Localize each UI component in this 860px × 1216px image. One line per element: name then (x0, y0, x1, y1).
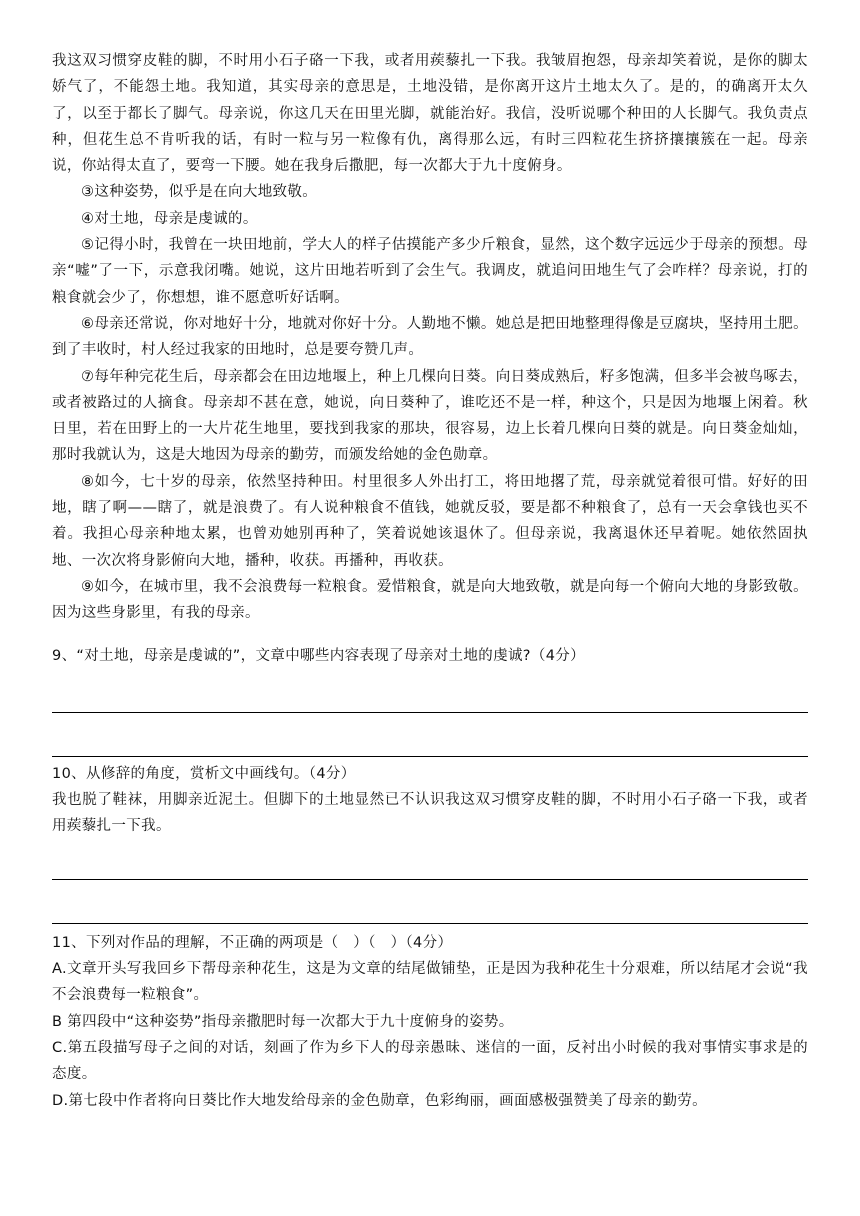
question-11-option-b: B 第四段中“这种姿势”指母亲撒肥时每一次都大于九十度俯身的姿势。 (52, 1013, 514, 1030)
question-11-title: 11、下列对作品的理解，不正确的两项是（ ）（ ）（4分） (52, 934, 453, 951)
question-11-option-a: A.文章开头写我回乡下帮母亲种花生，这是为文章的结尾做铺垫，正是因为我种花生十分艰难，所以结尾才会说“我不会浪费每一粒粮食”。 (52, 961, 808, 1004)
passage-paragraph-3: ③这种姿势，似乎是在向大地致敬。 (81, 184, 318, 201)
question-10-title: 10、从修辞的角度，赏析文中画线句。（4分） (52, 765, 356, 782)
question-9: 9、“对土地，母亲是虔诚的”，文章中哪些内容表现了母亲对土地的虔诚?（4分） (52, 647, 585, 664)
exam-page (52, 48, 808, 1114)
passage-paragraph-5: ⑤记得小时，我曾在一块田地前，学大人的样子估摸能产多少斤粮食，显然，这个数字远远少于母亲的预想。母亲“嘘”了一下，示意我闭嘴。她说，这片田地若听到了会生气。我调皮，就追问田地生气了会咋样？母亲说，打的粮食就会少了，你想想，谁不愿意听好话啊。 (52, 237, 808, 306)
passage-paragraph-6: ⑥母亲还常说，你对地好十分，地就对你好十分。人勤地不懒。她总是把田地整理得像是豆腐块，坚持用土肥。到了丰收时，村人经过我家的田地时，总是要夸赞几声。 (52, 315, 808, 359)
passage-paragraph-continued: 我这双习惯穿皮鞋的脚，不时用小石子硌一下我，或者用蒺藜扎一下我。我皱眉抱怨，母亲却笑着说，是你的脚太娇气了，不能怨土地。我知道，其实母亲的意思是，土地没错，是你离开这片土地太久了。是的，的确离开太久了，以至于都长了脚气。母亲说，你这几天在田里光脚，就能治好。我信，没听说哪个种田的人长脚气。我负责点种，但花生总不肯听我的话，有时一粒与另一粒像有仇，离得那么远，有时三四粒花生挤挤攘攘簇在一起。母亲说，你站得太直了，要弯一下腰。她在我身后撒肥，每一次都大于九十度俯身。 (52, 53, 808, 175)
passage-paragraph-9: ⑨如今，在城市里，我不会浪费每一粒粮食。爱惜粮食，就是向大地致敬，就是向每一个俯向大地的身影致敬。因为这些身影里，有我的母亲。 (52, 578, 808, 622)
passage-paragraph-7: ⑦每年种完花生后，母亲都会在田边地堰上，种上几棵向日葵。向日葵成熟后，籽多饱满，但多半会被鸟啄去，或者被路过的人摘食。母亲却不甚在意，她说，向日葵种了，谁吃还不是一样，种这个，只是因为地堰上闲着。秋日里，若在田野上的一大片花生地里，要找到我家的那块，很容易，边上长着几棵向日葵的就是。向日葵金灿灿，那时我就认为，这是大地因为母亲的勤劳，而颁发给她的金色勋章。 (52, 368, 808, 464)
passage-paragraph-8: ⑧如今，七十岁的母亲，依然坚持种田。村里很多人外出打工，将田地撂了荒，母亲就觉着很可惜。好好的田地，瞎了啊——瞎了，就是浪费了。有人说种粮食不值钱，她就反驳，要是都不种粮食了，总有一天会拿钱也买不着。我担心母亲种地太累，也曾劝她别再种了，笑着说她该退休了。但母亲说，我离退休还早着呢。她依然固执地、一次次将身影俯向大地，播种，收获。再播种，再收获。 (52, 473, 808, 569)
question-11-option-c: C.第五段描写母子之间的对话，刻画了作为乡下人的母亲愚昧、迷信的一面，反衬出小时候的我对事情实事求是的态度。 (52, 1039, 808, 1083)
question-10-quote: 我也脱了鞋袜，用脚亲近泥土。但脚下的土地显然已不认识我这双习惯穿皮鞋的脚，不时用小石子硌一下我，或者用蒺藜扎一下我。 (52, 792, 808, 835)
question-11-option-d: D.第七段中作者将向日葵比作大地发给母亲的金色勋章，色彩绚丽，画面感极强赞美了母亲的勤劳。 (52, 1092, 708, 1109)
passage-paragraph-4: ④对土地，母亲是虔诚的。 (81, 210, 258, 227)
